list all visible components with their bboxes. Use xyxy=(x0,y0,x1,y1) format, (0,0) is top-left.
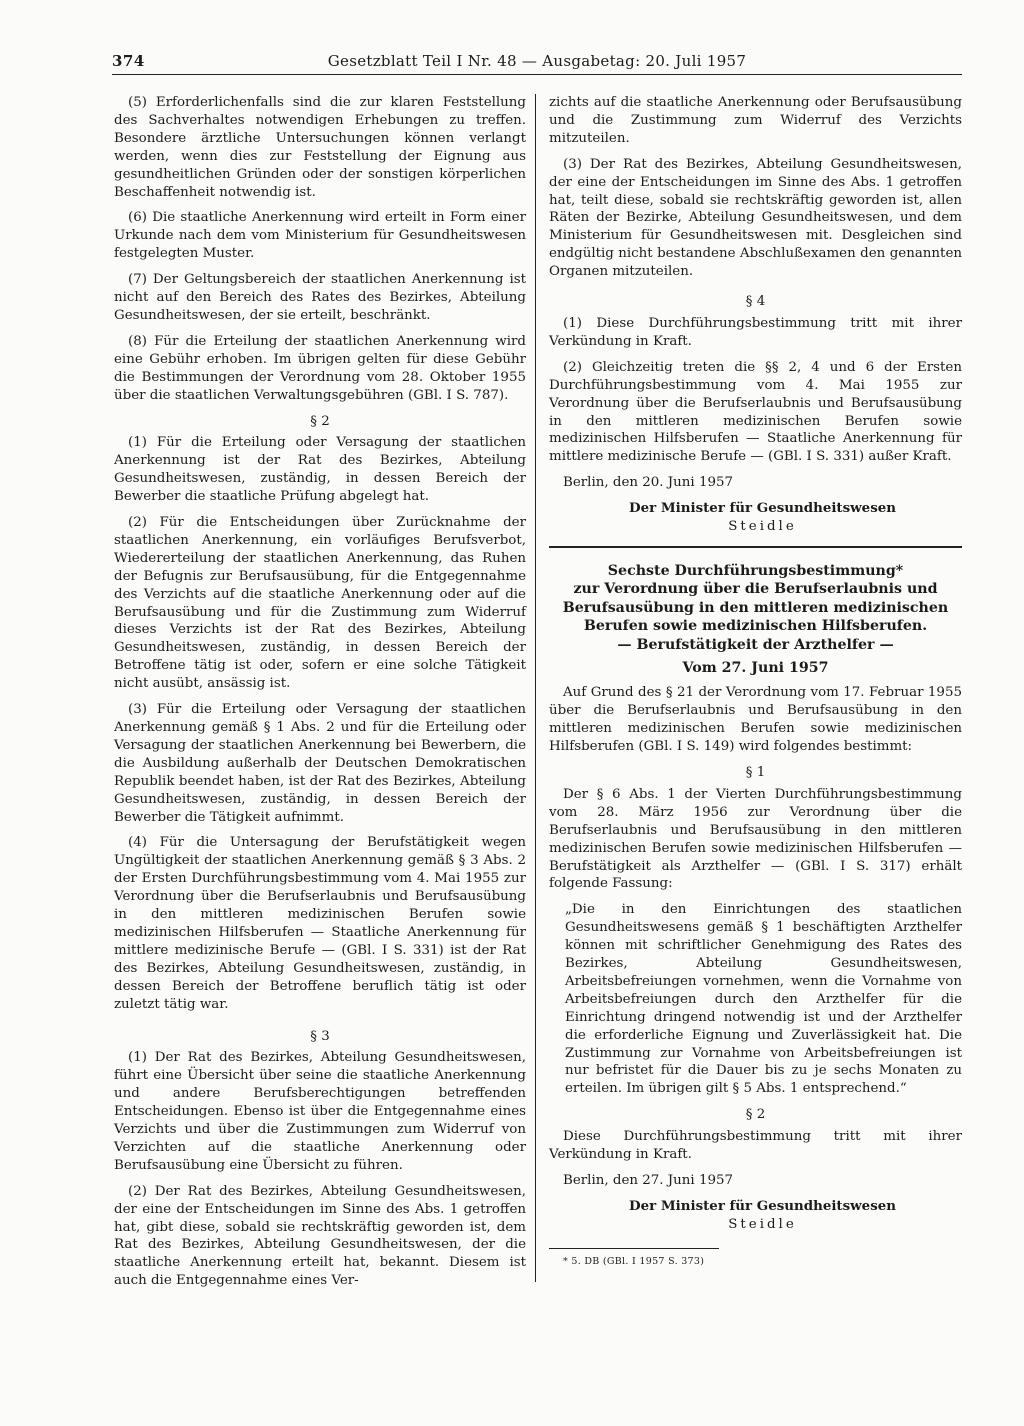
heading-line: Berufsausübung in den mittleren medizinischen xyxy=(562,599,949,616)
minister-name-1: Steidle xyxy=(728,519,797,535)
paragraph-2-4: (4) Für die Untersagung der Berufstätigkeit wegen Ungültigkeit der staatlichen Anerkennung gemäß § 3 Abs. 2 der Ersten Durchführungsbestimmung vom 4. Mai 1955 zur Verordnung über die Berufserlaubnis und Berufsausübung in den mittleren medizinischen Berufen sowie medizinischen Hilfsberufen — Staatliche Anerkennung für mittlere medizinische Berufe — (GBl. I S. 331) ist der Rat des Bezirkes, Abteilung Gesundheitswesen, zuständig, in dessen Bereich der Betroffene beruflich tätig ist oder zuletzt tätig war. xyxy=(114,835,526,1012)
paragraph-3-3: (3) Der Rat des Bezirkes, Abteilung Gesundheitswesen, der eine der Entscheidungen im Sinne des Abs. 1 getroffen hat, teilt diese, sobald sie rechtskräftig geworden ist, allen Räten der Bezirke, Abteilung Gesundheitswesen, und dem Ministerium für Gesundheitswesen mit. Desgleichen sind endgültig nicht bestandene Abschlußexamen den genannten Organen mitzuteilen. xyxy=(549,156,962,280)
section-heading-2: § 2 xyxy=(310,413,330,429)
heading-line: Berufen sowie medizinischen Hilfsberufen. xyxy=(583,618,928,635)
page-number: 374 xyxy=(112,52,145,70)
paragraph-2-2: (2) Für die Entscheidungen über Zurücknahme der staatlichen Anerkennung, ein vorläufiges Berufsverbot, Wiedererteilung der staatlichen Anerkennung, das Ruhen der Befugnis zur Berufsausübung, für die Entgegennahme des Verzichts auf die staatliche Anerkennung oder auf die Berufsausübung und für die Zustimmung zum Widerruf dieses Verzichts ist der Rat des Bezirkes, Abteilung Gesundheitswesen, zuständig, in dessen Bereich der Betroffene tätig ist oder, sofern er eine solche Tätigkeit nicht ausübt, ansässig ist. xyxy=(114,515,526,692)
paragraph-4-2: (2) Gleichzeitig treten die §§ 2, 4 und 6 der Ersten Durchführungsbestimmung vom 4. Mai 1955 zur Verordnung über die Berufserlaubnis und Berufsausübung in den mittleren medizinischen Berufen sowie medizinischen Hilfsberufen — Staatliche Anerkennung für mittlere medizinische Berufe — (GBl. I S. 331) außer Kraft. xyxy=(549,359,962,465)
publication-title: Gesetzblatt Teil I Nr. 48 — Ausgabetag: 20. Juli 1957 xyxy=(327,52,747,70)
section-heading-3: § 3 xyxy=(310,1028,330,1044)
heading-line: — Berufstätigkeit der Arzthelfer — xyxy=(617,636,894,653)
paragraph-2-1: (1) Für die Erteilung oder Versagung der staatlichen Anerkennung ist der Rat des Bezirkes, Abteilung Gesundheitswesen, zuständig, in dessen Bereich der Bewerber die staatliche Prüfung abgelegt hat. xyxy=(114,435,526,505)
regulation-date: Vom 27. Juni 1957 xyxy=(682,660,829,677)
paragraph-3-1: (1) Der Rat des Bezirkes, Abteilung Gesundheitswesen, führt eine Übersicht über seine die staatliche Anerkennung und andere Berufsberechtigungen betreffenden Entscheidungen. Ebenso ist über die Entgegennahme eines Verzichts und über die Zustimmungen zum Widerruf von Verzichten auf die staatliche Anerkennung oder Berufsausübung eine Übersicht zu führen. xyxy=(114,1050,526,1173)
minister-title-2: Der Minister für Gesundheitswesen xyxy=(629,1197,896,1214)
paragraph-2-3: (3) Für die Erteilung oder Versagung der staatlichen Anerkennung gemäß § 1 Abs. 2 und für die Erteilung oder Versagung der staatlichen Anerkennung bei Bewerbern, die die Ausbildung außerhalb der Deutschen Demokratischen Republik beendet haben, ist der Rat des Bezirkes, Abteilung Gesundheitswesen, zuständig, in dessen Bereich der Bewerber die Tätigkeit aufnimmt. xyxy=(114,702,526,825)
regulation-heading xyxy=(549,562,962,655)
quoted-amendment xyxy=(549,901,962,1098)
column-divider xyxy=(535,94,536,1282)
paragraph-new-2: Diese Durchführungsbestimmung tritt mit ihrer Verkündung in Kraft. xyxy=(549,1129,962,1163)
left-column xyxy=(114,94,526,1298)
paragraph-1-5: (5) Erforderlichenfalls sind die zur klaren Feststellung des Sachverhaltes notwendigen Erhebungen zu treffen. Besondere ärztliche Untersuchungen können verlangt werden, wenn dies zur Feststellung der Eignung aus gesundheitlichen Gründen oder der sonstigen körperlichen Beschaffenheit notwendig ist. xyxy=(114,95,526,200)
minister-title-1: Der Minister für Gesundheitswesen xyxy=(629,500,896,517)
signing-date-1: Berlin, den 20. Juni 1957 xyxy=(563,475,734,491)
section-heading-4: § 4 xyxy=(745,294,766,310)
page-header xyxy=(112,50,962,75)
paragraph-1-7: (7) Der Geltungsbereich der staatlichen Anerkennung ist nicht auf den Bereich des Rates des Bezirkes, Abteilung Gesundheitswesen, der sie erteilt, beschränkt. xyxy=(114,272,526,323)
paragraph-new-1: Der § 6 Abs. 1 der Vierten Durchführungsbestimmung vom 28. März 1956 zur Verordnung über die Berufserlaubnis und Berufsausübung in den mittleren medizinischen Berufen sowie medizinischen Hilfsberufen — Berufstätigkeit als Arzthelfer — (GBl. I S. 317) erhält folgende Fassung: xyxy=(549,786,962,892)
section-separator xyxy=(549,546,962,548)
heading-line: zur Verordnung über die Berufserlaubnis und xyxy=(573,581,938,598)
right-column xyxy=(549,94,962,1279)
paragraph-1-6: (6) Die staatliche Anerkennung wird erteilt in Form einer Urkunde nach dem vom Ministerium für Gesundheitswesen festgelegten Muster. xyxy=(114,210,526,262)
preamble: Auf Grund des § 21 der Verordnung vom 17. Februar 1955 über die Berufserlaubnis und Berufsausübung in den mittleren medizinischen Berufen sowie medizinischen Hilfsberufen (GBl. I S. 149) wird folgendes bestimmt: xyxy=(549,685,962,755)
footnote-rule xyxy=(549,1248,719,1249)
minister-name-2: Steidle xyxy=(728,1216,797,1232)
footnote: * 5. DB (GBl. I 1957 S. 373) xyxy=(563,1255,705,1267)
section-heading-new-1: § 1 xyxy=(745,764,766,780)
signing-date-2: Berlin, den 27. Juni 1957 xyxy=(563,1173,734,1188)
heading-line: Sechste Durchführungsbestimmung* xyxy=(607,562,904,579)
paragraph-3-2: (2) Der Rat des Bezirkes, Abteilung Gesundheitswesen, der eine der Entscheidungen im Sinne des Abs. 1 getroffen hat, gibt diese, sobald sie rechtskräftig geworden ist, dem Rat des Bezirkes, Abteilung Gesundheitswesen, der die staatliche Anerkennung erteilt hat, bekannt. Diesem ist auch die Entgegennahme eines Ver- xyxy=(114,1183,526,1289)
paragraph-1-8: (8) Für die Erteilung der staatlichen Anerkennung wird eine Gebühr erhoben. Im übrigen gelten für diese Gebühr die Bestimmungen der Verordnung vom 28. Oktober 1955 über die staatlichen Verwaltungsgebühren (GBl. I S. 787). xyxy=(114,333,526,403)
paragraph-3-2-continued: zichts auf die staatliche Anerkennung oder Berufsausübung und die Zustimmung zum Widerruf des Verzichts mitzuteilen. xyxy=(549,95,962,146)
section-heading-new-2: § 2 xyxy=(745,1107,766,1123)
paragraph-4-1: (1) Diese Durchführungsbestimmung tritt mit ihrer Verkündung in Kraft. xyxy=(549,315,962,349)
amendment-text: „Die in den Einrichtungen des staatlichen Gesundheitswesens gemäß § 1 beschäftigten Arzthelfer können mit schriftlicher Genehmigung des Rates des Bezirkes, Abteilung Gesundheitswesen, Arbeitsbefreiungen vornehmen, wenn die Vornahme von Arbeitsbefreiungen durch den Arzthelfer für die Einrichtung dringend notwendig ist und der Arzthelfer die erforderliche Eignung und Zuverlässigkeit hat. Die Zustimmung zur Vornahme von Arbeitsbefreiungen ist nur befristet für die Dauer bis zu je sechs Monaten zu erteilen. Im übrigen gilt § 5 Abs. 1 entsprechend.“ xyxy=(565,902,962,1097)
